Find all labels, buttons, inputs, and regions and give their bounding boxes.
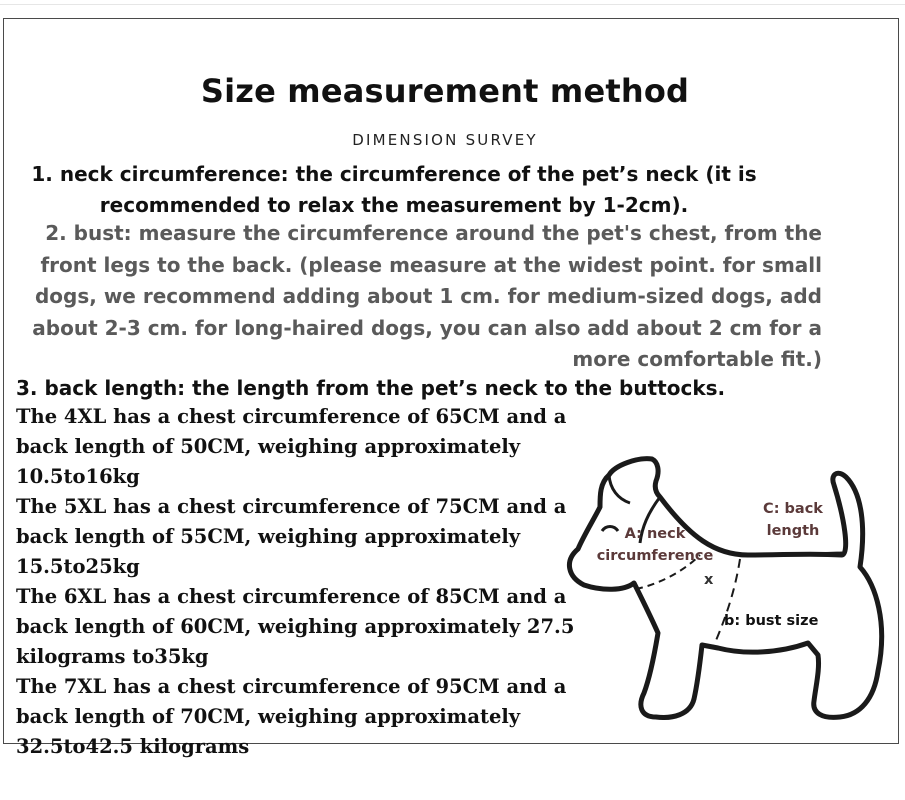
- neck-label: [590, 523, 720, 567]
- size-list: [16, 402, 616, 762]
- page-title: Size measurement method: [200, 72, 690, 110]
- top-divider: [0, 4, 905, 5]
- dog-measurement-diagram: [560, 455, 895, 720]
- page-subtitle: DIMENSION SURVEY: [352, 131, 538, 149]
- size-spec-5xl: The 5XL has a chest circumference of 75CM and a back length of 55CM, weighing approximately 15.5to25kg: [16, 495, 567, 578]
- neck-instruction: 1. neck circumference: the circumference of the pet’s neck (it is recommended to relax the measurement by 1-2cm).: [31, 162, 757, 217]
- back-label: [748, 498, 838, 542]
- bust-instruction: 2. bust: measure the circumference around the pet's chest, from the front legs to the back. (please measure at the widest point. for small dogs, we recommend adding about 1 cm. for medium-sized dogs, add about 2-3 cm. for long-haired dogs, you can also add about 2 cm for a more comfortable fit.): [32, 221, 822, 371]
- back-label-line2: length: [766, 523, 820, 539]
- neck-label-line1: A: neck: [624, 526, 686, 542]
- back-label-line1: C: back: [763, 501, 823, 517]
- bust-label: b: bust size: [724, 613, 819, 629]
- dog-ear: [609, 475, 630, 503]
- bust-measure-line: [714, 559, 740, 645]
- size-spec-6xl: The 6XL has a chest circumference of 85CM and a back length of 60CM, weighing approximately 27.5 kilograms to35kg: [16, 585, 575, 668]
- neck-label-line2: circumference: [596, 548, 714, 564]
- cross-marker-label: x: [704, 572, 714, 588]
- size-spec-7xl: The 7XL has a chest circumference of 95CM and a back length of 70CM, weighing approximately 32.5to42.5 kilograms: [16, 675, 567, 758]
- size-spec-4xl: The 4XL has a chest circumference of 65CM and a back length of 50CM, weighing approximately 10.5to16kg: [16, 405, 567, 488]
- back-length-instruction: 3. back length: the length from the pet’s neck to the buttocks.: [16, 376, 726, 400]
